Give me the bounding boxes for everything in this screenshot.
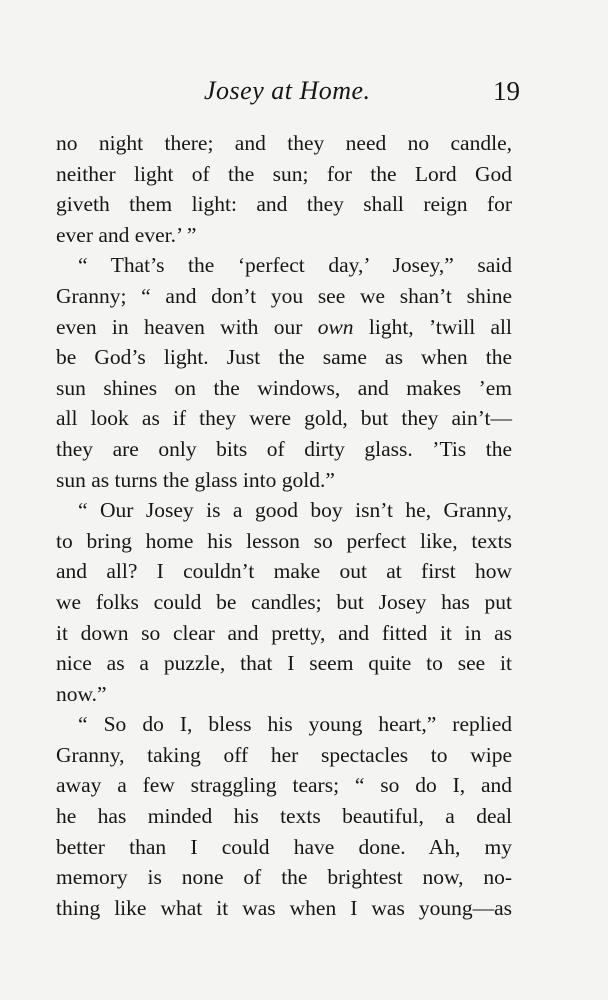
text-line: nice as a puzzle, that I seem quite to see it — [56, 651, 512, 676]
text-line: to bring home his lesson so perfect like, texts — [56, 528, 512, 553]
text-line: away a few straggling tears; “ so do I, and — [56, 773, 512, 798]
text-line: now.” — [56, 681, 107, 706]
text-line: we folks could be candles; but Josey has put — [56, 589, 512, 614]
text-line: Granny, taking off her spectacles to wipe — [56, 742, 512, 767]
text-line: they are only bits of dirty glass. ’Tis the — [56, 436, 512, 461]
running-head — [56, 76, 520, 116]
text-line: memory is none of the brightest now, no- — [56, 865, 512, 890]
body-text — [56, 128, 512, 923]
text-segment: light, ’twill all — [353, 314, 512, 339]
text-line: no night there; and they need no candle, — [56, 131, 512, 155]
text-line — [56, 312, 512, 343]
text-line: “ So do I, bless his young heart,” replied — [78, 712, 512, 737]
text-line: giveth them light: and they shall reign for — [56, 192, 512, 217]
emphasized-word: own — [317, 314, 354, 339]
text-line: sun as turns the glass into gold.” — [56, 467, 335, 492]
text-line: “ That’s the ‘perfect day,’ Josey,” said — [78, 253, 512, 278]
text-line: be God’s light. Just the same as when the — [56, 345, 512, 370]
text-line: he has minded his texts beautiful, a deal — [56, 804, 512, 829]
page-number: 19 — [493, 76, 520, 106]
text-line: thing like what it was when I was young—as — [56, 895, 512, 920]
text-line: better than I could have done. Ah, my — [56, 834, 512, 859]
text-line: all look as if they were gold, but they ain’t— — [56, 406, 512, 431]
text-line: it down so clear and pretty, and fitted it in as — [56, 620, 512, 645]
text-line: Granny; “ and don’t you see we shan’t shine — [56, 283, 512, 308]
running-title: Josey at Home. — [204, 76, 371, 105]
text-segment: even in heaven with our — [56, 314, 318, 339]
text-line: neither light of the sun; for the Lord God — [56, 161, 512, 186]
text-line: ever and ever.’ ” — [56, 222, 197, 247]
text-line: sun shines on the windows, and makes ’em — [56, 375, 512, 400]
text-line: “ Our Josey is a good boy isn’t he, Granny, — [78, 498, 512, 523]
text-line: and all? I couldn’t make out at first how — [56, 559, 512, 584]
